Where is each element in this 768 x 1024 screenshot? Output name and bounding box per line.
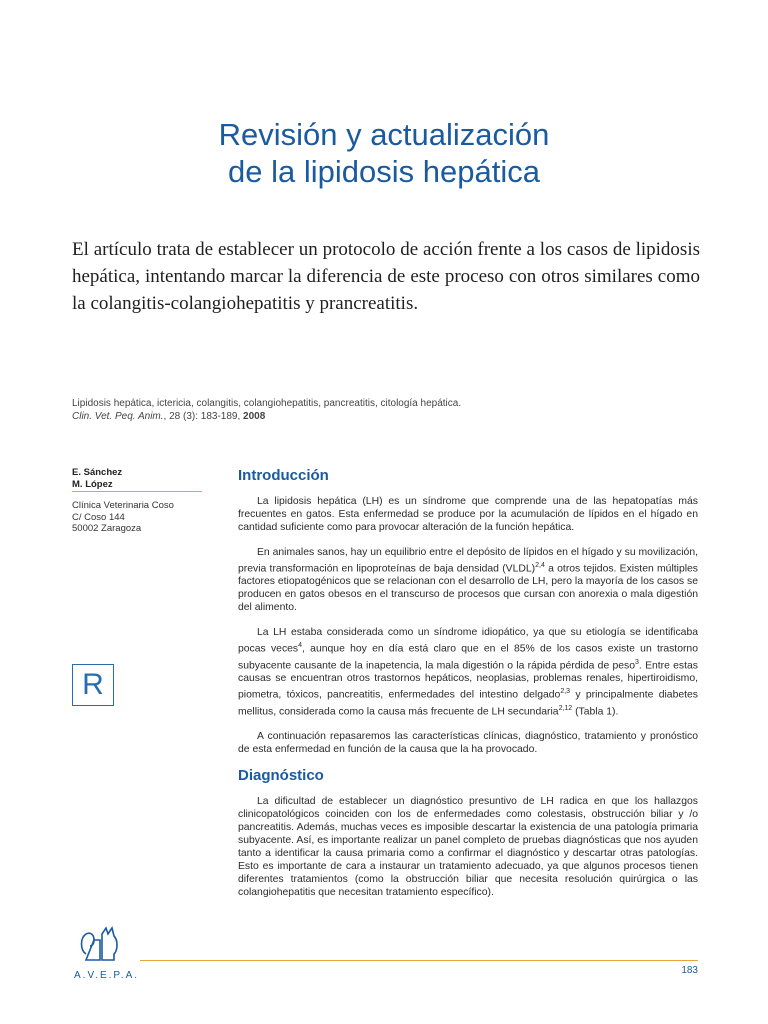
title-line-1: Revisión y actualización xyxy=(218,117,550,152)
page-number: 183 xyxy=(681,965,698,976)
footer-divider xyxy=(140,960,698,961)
reference-superscript: 3 xyxy=(635,658,639,666)
paragraph: En animales sanos, hay un equilibrio entre el depósito de lípidos en el hígado y su movilización, previa transformación en lipoproteínas de baja densidad (VLDL)$^{2,4}$ a otros tejidos. Existen múltiples factores etiopatogénicos que se relacionan con el desarrollo de LH, pero la mayoría de los casos se producen en gatos obesos en el transcurso de procesos que cursan con anorexia o mala digestión del alimento. xyxy=(238,547,699,614)
abstract: El artículo trata de establecer un protocolo de acción frente a los casos de lipidosis hepática, intentando marcar la diferencia de este proceso con otros similares como la colangitis-colangiohepatitis y prancreatitis. xyxy=(72,239,700,314)
author-address xyxy=(72,500,212,535)
logo-body-left xyxy=(86,940,100,960)
reference-superscript: 4 xyxy=(298,642,303,650)
authors xyxy=(72,467,202,490)
paragraph: A continuación repasaremos las características clínicas, diagnóstico, tratamiento y pronóstico de esta enfermedad en función de la causa que la ha provocado. xyxy=(238,731,698,756)
reference-superscript: 2,3 xyxy=(560,688,571,696)
paragraph: La LH estaba considerada como un síndrome idiopático, ya que su etiología se identificaba pocas veces$^4$, aunque hoy en día está claro que en el 85% de los casos existe un trastorno subyacente causante de la inapetencia, la mala digestión o la rápida pérdida de peso$^3$. Entre estas causas se encuentran otros trastornos hepáticos, neoplasias, problemas renales, hipertiroidismo, piometra, tóxicos, pancreatitis, enfermedades del intestino delgado$^{2,3}$ y principalmente diabetes mellitus, considerada como la causa más frecuente de LH secundaria$^{2,12}$ (Tabla 1). xyxy=(238,627,699,718)
author-name: M. López xyxy=(72,478,113,490)
avepa-logo xyxy=(72,914,142,984)
keywords-block xyxy=(72,397,692,423)
logo-cat-shape xyxy=(102,928,117,960)
author-divider xyxy=(72,491,202,492)
citation-year: 2008 xyxy=(243,411,266,422)
section-introduccion xyxy=(238,467,698,768)
citation xyxy=(72,410,692,423)
article-title xyxy=(0,116,768,190)
keywords: Lipidosis hepática, ictericia, colangitis, colangiohepatitis, pancreatitis, citología hepática. xyxy=(72,398,462,409)
section-heading: Introducción xyxy=(238,467,329,484)
address-line: 50002 Zaragoza xyxy=(72,523,142,534)
section-diagnostico xyxy=(238,767,698,911)
address-line: Clínica Veterinaria Coso xyxy=(72,500,174,511)
section-marker: R xyxy=(72,664,114,706)
paragraph: La lipidosis hepática (LH) es un síndrome que comprende una de las hepatopatías más frecuentes en gatos. Esta enfermedad se produce por la acumulación de lípidos en el hígado en cantidad suficiente como para provocar alteración de la función hepática. xyxy=(238,496,698,533)
reference-superscript: 2,4 xyxy=(535,562,545,569)
logo-text: A.V.E.P.A. xyxy=(74,970,140,981)
address-line: C/ Coso 144 xyxy=(72,511,125,523)
reference-superscript: 2,12 xyxy=(558,704,573,712)
title-line-2: de la lipidosis hepática xyxy=(228,154,540,189)
section-heading: Diagnóstico xyxy=(238,767,324,784)
citation-journal: Clin. Vet. Peq. Anim. xyxy=(72,411,164,422)
author-name: E. Sánchez xyxy=(72,467,123,478)
paragraph: La dificultad de establecer un diagnóstico presuntivo de LH radica en que los hallazgos clinicopatológicos coinciden con los de enfermedades como colestasis, obstrucción biliar y /o pancreatitis. Además, muchas veces es imposible descartar la existencia de una patología primaria subyacente. Así, es importante realizar un panel completo de pruebas diagnósticas que nos ayuden tanto a identificar la causa primaria como a confirmar el diagnóstico y descartar otras patologías. Esto es importante de cara a instaurar un tratamiento adecuado, ya que algunos procesos tienen diferentes tratamientos (como la obstrucción biliar que necesita resolución quirúrgica o las colangiohepatitis que necesitan tratamiento específico). xyxy=(238,796,698,898)
citation-volume: , 28 (3): 183-189, xyxy=(163,411,244,422)
